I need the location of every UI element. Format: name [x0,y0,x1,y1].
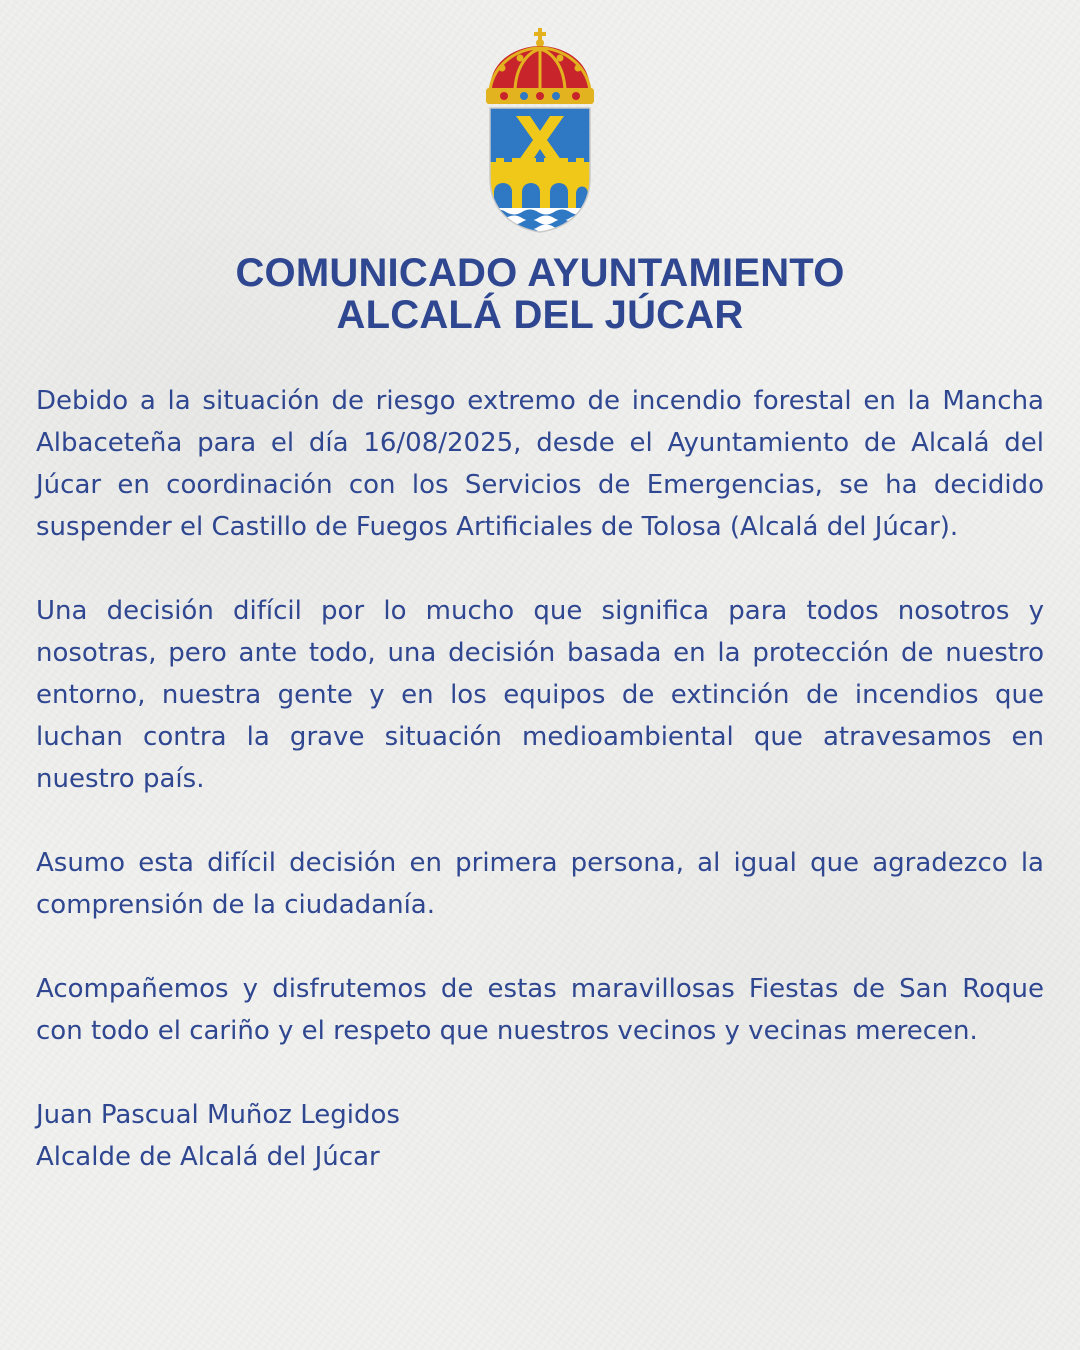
paragraph-4: Acompañemos y disfrutemos de estas maravillosas Fiestas de San Roque con todo el cariño y el respeto que nuestros vecinos y vecinas merecen. [36,974,1044,1046]
signature-name: Juan Pascual Muñoz Legidos [36,1100,400,1130]
paragraph-1: Debido a la situación de riesgo extremo de incendio forestal en la Mancha Albaceteña para el día 16/08/2025, desde el Ayuntamiento de Alcalá del Júcar en coordinación con los Servicios de Emergencias, se ha decidido suspender el Castillo de Fuegos Artificiales de Tolosa (Alcalá del Júcar). [36,386,1044,542]
coat-of-arms-icon [480,28,600,234]
paragraph-2: Una decisión difícil por lo mucho que significa para todos nosotros y nosotras, pero ante todo, una decisión basada en la protección de nuestro entorno, nuestra gente y en los equipos de extinción de incendios que luchan contra la grave situación medioambiental que atravesamos en nuestro país. [36,596,1044,794]
signature-role: Alcalde de Alcalá del Júcar [36,1142,380,1172]
paragraph-3: Asumo esta difícil decisión en primera persona, al igual que agradezco la comprensión de la ciudadanía. [36,848,1044,920]
title-line-1: COMUNICADO AYUNTAMIENTO [235,251,845,295]
title-line-2: ALCALÁ DEL JÚCAR [336,293,744,337]
signature-block [36,1094,1044,1178]
announcement-body [36,380,1044,1178]
page-title [0,252,1080,336]
